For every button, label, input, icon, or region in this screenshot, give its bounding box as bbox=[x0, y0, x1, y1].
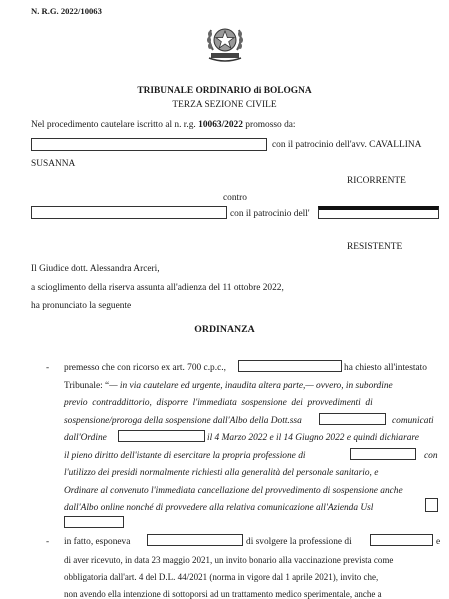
p1-line6-b: con bbox=[424, 451, 438, 461]
p1-line2: Tribunale: “— in via cautelare ed urgente, inaudita altera parte,— ovvero, in subordine bbox=[64, 381, 393, 391]
patrocinio-text: con il patrocinio dell'avv. CAVALLINA bbox=[272, 140, 422, 150]
redacted-box bbox=[318, 206, 439, 219]
p2-line3: obbligatoria dall'art. 4 del D.L. 44/2021 (norma in vigore dal 1 aprile 2021), invito che, bbox=[64, 572, 379, 582]
party-role-resistente: RESISTENTE bbox=[347, 242, 403, 252]
redacted-box bbox=[238, 360, 342, 372]
redacted-box bbox=[370, 534, 433, 546]
redacted-box bbox=[350, 448, 416, 460]
redacted-box bbox=[147, 534, 243, 546]
p1-line5-a: dall'Ordine bbox=[64, 433, 107, 443]
patrocinio-text-2: con il patrocinio dell' bbox=[230, 209, 310, 219]
p1-line5-b: il 4 Marzo 2022 e il 14 Giugno 2022 e quindi dichiarare bbox=[207, 433, 419, 443]
p1-line8: Ordinare al convenuto l'immediata cancellazione del provvedimento di sospensione anche bbox=[64, 486, 403, 496]
patrocinio-continuation: SUSANNA bbox=[31, 159, 76, 169]
p2-line1-a: in fatto, esponeva bbox=[64, 537, 131, 547]
redacted-box bbox=[31, 206, 227, 219]
bullet-dash: - bbox=[46, 537, 50, 547]
p2-line4: non avendo ella intenzione di sottoporsi ad un trattamento medico sperimentale, anche a bbox=[64, 589, 382, 599]
p2-line1-b: di svolgere la professione di bbox=[246, 537, 352, 547]
redacted-box bbox=[425, 498, 438, 512]
p1-line1-a: premesso che con ricorso ex art. 700 c.p.c., bbox=[64, 363, 226, 373]
redacted-box bbox=[319, 413, 386, 425]
p1-line4-a: sospensione/proroga della sospensione dall'Albo della Dott.ssa bbox=[64, 416, 302, 426]
bullet-dash: - bbox=[46, 363, 50, 373]
p1-line1-b: ha chiesto all'intestato bbox=[344, 363, 427, 373]
procedure-intro: Nel procedimento cautelare iscritto al n. r.g. 10063/2022 promosso da: bbox=[31, 120, 296, 130]
section-name: TERZA SEZIONE CIVILE bbox=[172, 100, 277, 110]
p1-line9: dall'Albo online nonché di provvedere alla relativa comunicazione all'Azienda Usl bbox=[64, 503, 374, 513]
court-name: TRIBUNALE ORDINARIO di BOLOGNA bbox=[137, 86, 312, 96]
redacted-box bbox=[31, 138, 267, 151]
document-title: ORDINANZA bbox=[194, 324, 255, 335]
contro-label: contro bbox=[223, 193, 247, 203]
p2-line1-c: e bbox=[436, 537, 441, 547]
judge-line: Il Giudice dott. Alessandra Arceri, bbox=[31, 264, 160, 274]
p1-line4-b: comunicati bbox=[392, 416, 434, 426]
p1-line6-a: il pieno diritto dell'istante di esercitare la propria professione di bbox=[64, 451, 306, 461]
p1-line3: previo contraddittorio, disporre l'immediata sospensione dei provvedimenti di bbox=[64, 398, 373, 408]
pronunciato-line: ha pronunciato la seguente bbox=[31, 301, 132, 311]
emblem-icon bbox=[205, 20, 245, 64]
riserva-line: a scioglimento della riserva assunta all'adienza del 11 ottobre 2022, bbox=[31, 283, 284, 293]
p2-line2: di aver ricevuto, in data 23 maggio 2021, un invito bonario alla vaccinazione prevista come bbox=[64, 555, 394, 565]
case-number: N. R.G. 2022/10063 bbox=[31, 6, 102, 16]
party-role-ricorrente: RICORRENTE bbox=[347, 176, 406, 186]
redacted-box bbox=[64, 516, 124, 528]
p1-line7: l'utilizzo dei presidi normalmente richiesti alla generalità del personale sanitario, e bbox=[64, 468, 379, 478]
redacted-box bbox=[118, 430, 205, 442]
